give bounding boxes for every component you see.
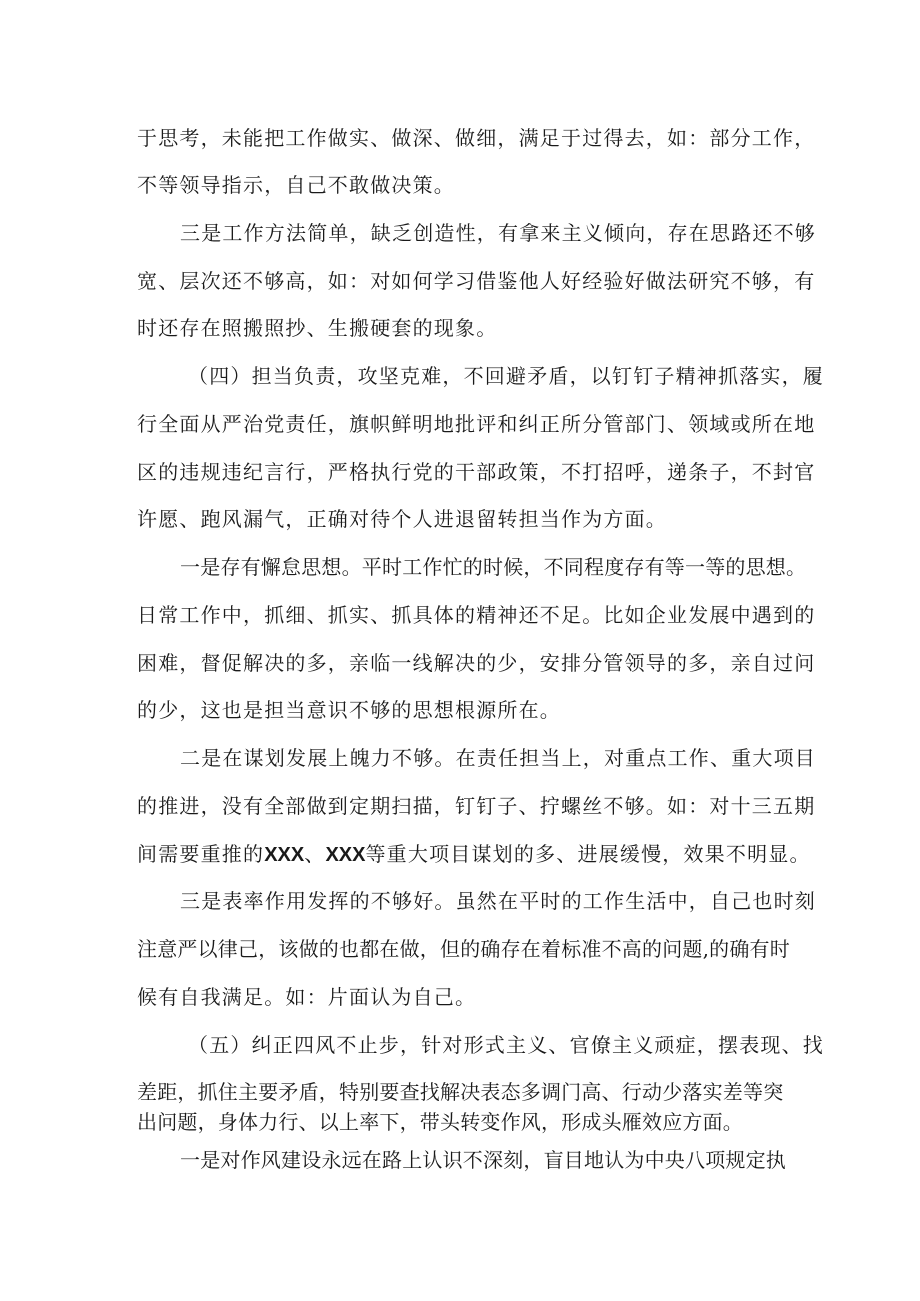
bold-placeholder: XXX [325, 844, 366, 866]
text-line: 的推进，没有全部做到定期扫描，钉钉子、拧螺丝不够。如：对十三五期 [137, 794, 816, 818]
paragraph-start-line: 三是工作方法简单，缺乏创造性，有拿来主义倾向，存在思路还不够 [180, 221, 816, 245]
paragraph-start-line: 一是存有懈怠思想。平时工作忙的时候，不同程度存有等一等的思想。 [180, 555, 807, 579]
text-line: 于思考，未能把工作做实、做深、做细，满足于过得去，如：部分工作， [137, 126, 816, 150]
section-heading-line: （四）担当负责，攻坚克难，不回避矛盾，以钉钉子精神抓落实，履 [188, 364, 824, 388]
text-span: 等重大项目谋划的多、进展缓慢，效果不明显。 [365, 842, 811, 866]
paragraph-start-line: 一是对作风建设永远在路上认识不深刻，盲目地认为中央八项规定执 [180, 1148, 786, 1172]
paragraph-start-line: 二是在谋划发展上魄力不够。在责任担当上，对重点工作、重大项目 [180, 746, 816, 770]
bold-placeholder: XXX [264, 844, 305, 866]
text-line: 宽、层次还不够高，如：对如何学习借鉴他人好经验好做法研究不够，有 [137, 269, 816, 293]
text-line: 注意严以律己，该做的也都在做，但的确存在着标准不高的问题,的确有时 [137, 937, 790, 961]
text-line: 困难，督促解决的多，亲临一线解决的少，安排分管领导的多，亲自过问 [137, 651, 816, 675]
text-line: 时还存在照搬照抄、生搬硬套的现象。 [137, 316, 498, 340]
text-line: 许愿、跑风漏气，正确对待个人进退留转担当作为方面。 [137, 507, 667, 531]
text-span: 、 [304, 842, 326, 866]
text-line: 候有自我满足。如：片面认为自己。 [137, 985, 477, 1009]
text-line: 差距，抓住主要矛盾，特别要查找解决表态多调门高、行动少落实差等突 [137, 1080, 784, 1104]
section-heading-line: （五）纠正四风不止步，针对形式主义、官僚主义顽症，摆表现、找 [188, 1033, 824, 1057]
paragraph-start-line: 三是表率作用发挥的不够好。虽然在平时的工作生活中，自己也时刻 [180, 889, 816, 913]
text-line: 区的违规违纪言行，严格执行党的干部政策，不打招呼，递条子，不封官 [137, 460, 816, 484]
text-line: 不等领导指示，自己不敢做决策。 [137, 173, 455, 197]
text-span: 间需要重推的 [137, 842, 265, 866]
text-line-with-bold [137, 840, 811, 869]
text-line: 出问题，身体力行、以上率下，带头转变作风，形成头雁效应方面。 [137, 1110, 743, 1134]
text-line: 的少，这也是担当意识不够的思想根源所在。 [137, 698, 561, 722]
text-line: 行全面从严治党责任，旗帜鲜明地批评和纠正所分管部门、领域或所在地 [137, 412, 816, 436]
text-line: 日常工作中，抓细、抓实、抓具体的精神还不足。比如企业发展中遇到的 [137, 603, 816, 627]
